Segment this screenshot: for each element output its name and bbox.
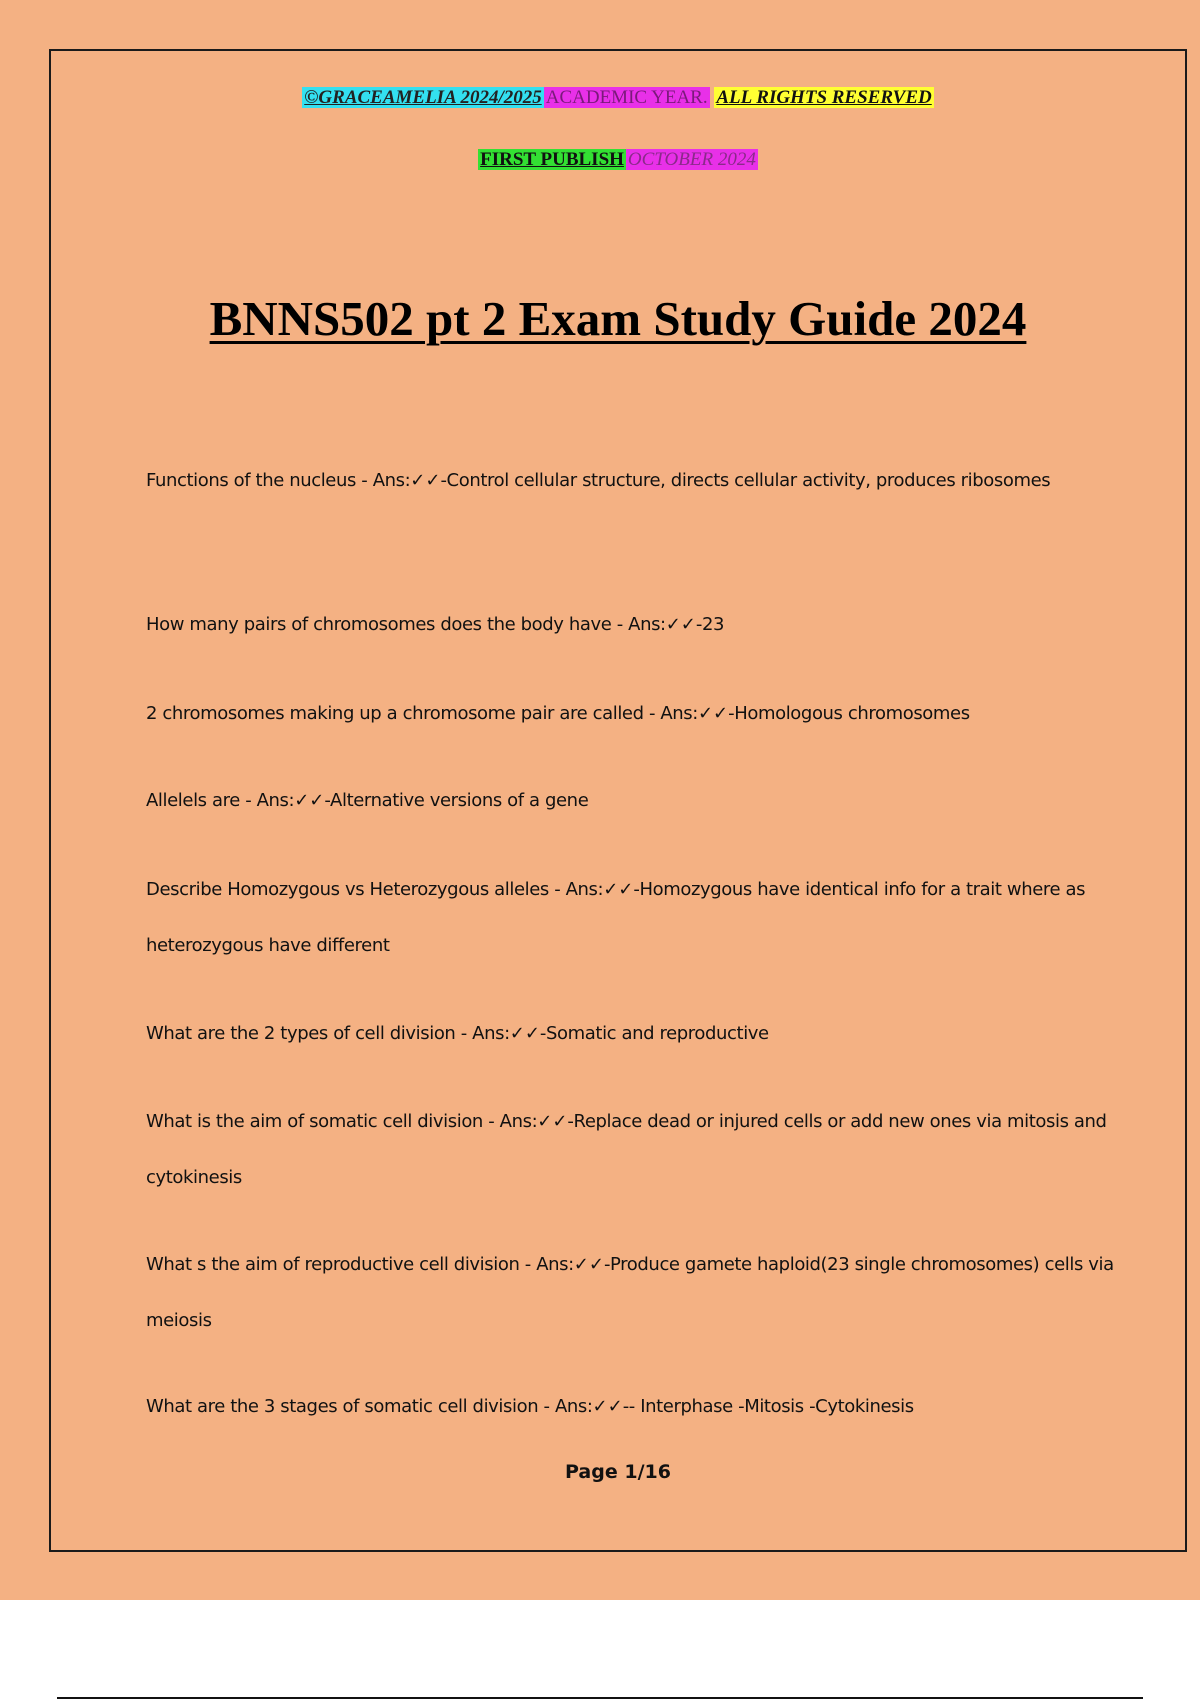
qa-answer: -Homologous chromosomes: [728, 703, 970, 724]
page-border: [49, 49, 1187, 1552]
qa-item: [146, 597, 1136, 653]
check-icon: ✓✓: [697, 703, 729, 724]
copyright-text: ©GRACEAMELIA 2024/2025: [304, 87, 542, 108]
publish-date-text: OCTOBER 2024: [627, 149, 756, 170]
qa-item: [146, 686, 1136, 742]
rights-text: ALL RIGHTS RESERVED: [716, 87, 932, 108]
qa-question: What is the aim of somatic cell division - Ans:: [146, 1111, 538, 1132]
qa-item: [146, 862, 1136, 974]
qa-item: [146, 453, 1136, 509]
document-title: BNNS502 pt 2 Exam Study Guide 2024: [209, 291, 1027, 346]
check-icon: ✓✓: [537, 1111, 568, 1132]
check-icon: ✓✓: [603, 879, 634, 900]
qa-item: [146, 1094, 1136, 1206]
qa-answer: -Produce gamete haploid(23 single chromosomes) cells via meiosis: [146, 1254, 1114, 1331]
check-icon: ✓✓: [294, 790, 325, 811]
academic-year-text: ACADEMIC YEAR.: [545, 87, 708, 108]
qa-answer: -Replace dead or injured cells or add new ones via mitosis and cytokinesis: [146, 1111, 1107, 1188]
qa-question: 2 chromosomes making up a chromosome pair are called - Ans:: [146, 703, 698, 724]
check-icon: ✓✓: [665, 614, 696, 635]
check-icon: ✓✓: [592, 1396, 623, 1417]
qa-question: What are the 2 types of cell division - Ans:: [146, 1023, 510, 1044]
qa-answer: -23: [695, 614, 725, 635]
page-number: Page 1/16: [565, 1461, 671, 1483]
qa-answer: -Somatic and reproductive: [539, 1023, 769, 1044]
copyright-header: [51, 86, 1185, 110]
check-icon: ✓✓: [573, 1254, 604, 1275]
check-icon: ✓✓: [410, 470, 441, 491]
qa-question: Describe Homozygous vs Heterozygous alleles - Ans:: [146, 879, 604, 900]
qa-item: [146, 1237, 1136, 1349]
qa-question: How many pairs of chromosomes does the body have - Ans:: [146, 614, 666, 635]
qa-answer: -- Interphase -Mitosis -Cytokinesis: [622, 1396, 914, 1417]
qa-item: [146, 1006, 1136, 1062]
qa-answer: -Alternative versions of a gene: [324, 790, 589, 811]
qa-answer: -Control cellular structure, directs cellular activity, produces ribosomes: [440, 470, 1051, 491]
check-icon: ✓✓: [509, 1023, 540, 1044]
qa-question: What are the 3 stages of somatic cell division - Ans:: [146, 1396, 593, 1417]
qa-answer: -Homozygous have identical info for a trait where as heterozygous have different: [146, 879, 1086, 956]
qa-item: [146, 1379, 1136, 1435]
qa-question: Allelels are - Ans:: [146, 790, 295, 811]
qa-item: [146, 773, 1136, 829]
qa-question: Functions of the nucleus - Ans:: [146, 470, 411, 491]
publish-header: [51, 148, 1185, 172]
first-publish-text: FIRST PUBLISH: [480, 149, 624, 170]
qa-question: What s the aim of reproductive cell division - Ans:: [146, 1254, 574, 1275]
next-page-divider: [57, 1697, 1143, 1699]
